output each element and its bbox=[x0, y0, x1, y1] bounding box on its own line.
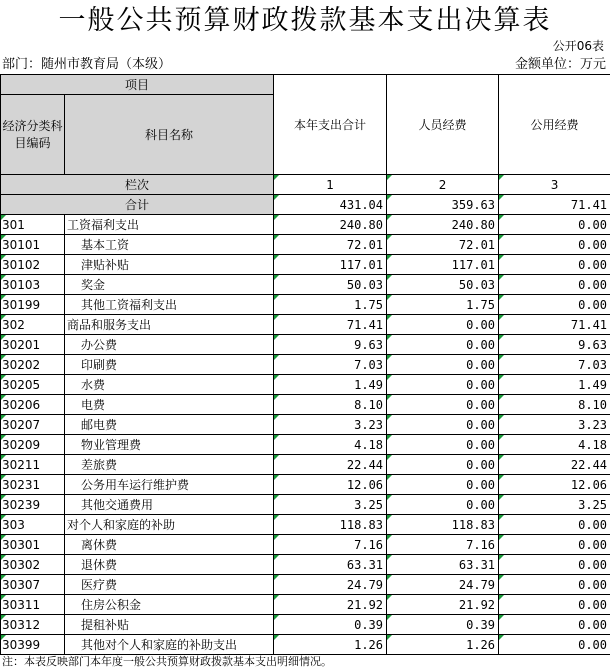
public-cell: 71.41 bbox=[499, 315, 610, 335]
total-cell: 21.92 bbox=[274, 595, 387, 615]
total-cell: 3.25 bbox=[274, 495, 387, 515]
expenditure-table bbox=[0, 74, 610, 655]
subject-name-cell: 电费 bbox=[65, 395, 274, 415]
personnel-cell: 1.75 bbox=[387, 295, 499, 315]
total-cell: 22.44 bbox=[274, 455, 387, 475]
total-cell: 71.41 bbox=[274, 315, 387, 335]
personnel-cell: 21.92 bbox=[387, 595, 499, 615]
table-row bbox=[1, 475, 610, 495]
econ-code-cell: 30199 bbox=[1, 295, 65, 315]
department-label: 部门：随州市教育局（本级） bbox=[2, 57, 172, 72]
econ-code-cell: 30211 bbox=[1, 455, 65, 475]
table-row bbox=[1, 295, 610, 315]
total-cell: 8.10 bbox=[274, 395, 387, 415]
personnel-cell: 24.79 bbox=[387, 575, 499, 595]
total-cell: 9.63 bbox=[274, 335, 387, 355]
econ-code-cell: 30102 bbox=[1, 255, 65, 275]
total-cell: 1.26 bbox=[274, 635, 387, 655]
total-cell: 24.79 bbox=[274, 575, 387, 595]
personnel-cell: 0.39 bbox=[387, 615, 499, 635]
personnel-cell: 0.00 bbox=[387, 455, 499, 475]
total-label: 合计 bbox=[1, 195, 274, 215]
header-public: 公用经费 bbox=[499, 75, 610, 175]
econ-code-cell: 30399 bbox=[1, 635, 65, 655]
public-cell: 0.00 bbox=[499, 595, 610, 615]
econ-code-cell: 30206 bbox=[1, 395, 65, 415]
subject-name-cell: 奖金 bbox=[65, 275, 274, 295]
public-cell: 0.00 bbox=[499, 535, 610, 555]
personnel-cell: 0.00 bbox=[387, 415, 499, 435]
subject-name-cell: 物业管理费 bbox=[65, 435, 274, 455]
subject-name-cell: 办公费 bbox=[65, 335, 274, 355]
subject-name-cell: 商品和服务支出 bbox=[65, 315, 274, 335]
subject-name-cell: 住房公积金 bbox=[65, 595, 274, 615]
table-row bbox=[1, 255, 610, 275]
table-row bbox=[1, 415, 610, 435]
subject-name-cell: 医疗费 bbox=[65, 575, 274, 595]
column-number-3: 3 bbox=[499, 175, 610, 195]
subject-name-cell: 其他工资福利支出 bbox=[65, 295, 274, 315]
public-cell: 0.00 bbox=[499, 235, 610, 255]
total-cell: 118.83 bbox=[274, 515, 387, 535]
table-row bbox=[1, 215, 610, 235]
total-amount: 431.04 bbox=[274, 195, 387, 215]
table-row bbox=[1, 515, 610, 535]
subject-name-cell: 印刷费 bbox=[65, 355, 274, 375]
amount-unit-label: 金额单位：万元 bbox=[514, 57, 606, 72]
subject-name-cell: 水费 bbox=[65, 375, 274, 395]
econ-code-cell: 301 bbox=[1, 215, 65, 235]
table-row bbox=[1, 315, 610, 335]
table-row bbox=[1, 335, 610, 355]
public-cell: 4.18 bbox=[499, 435, 610, 455]
personnel-cell: 0.00 bbox=[387, 475, 499, 495]
total-cell: 50.03 bbox=[274, 275, 387, 295]
report-title: 一般公共预算财政拨款基本支出决算表 bbox=[58, 5, 552, 36]
personnel-cell: 72.01 bbox=[387, 235, 499, 255]
econ-code-cell: 30301 bbox=[1, 535, 65, 555]
table-row bbox=[1, 235, 610, 255]
public-cell: 0.00 bbox=[499, 215, 610, 235]
public-cell: 0.00 bbox=[499, 255, 610, 275]
subject-name-cell: 邮电费 bbox=[65, 415, 274, 435]
public-cell: 3.23 bbox=[499, 415, 610, 435]
personnel-cell: 0.00 bbox=[387, 495, 499, 515]
table-row bbox=[1, 635, 610, 655]
personnel-cell: 0.00 bbox=[387, 335, 499, 355]
table-row bbox=[1, 535, 610, 555]
subject-name-cell: 离休费 bbox=[65, 535, 274, 555]
personnel-cell: 0.00 bbox=[387, 355, 499, 375]
form-number: 公开06表 bbox=[552, 39, 604, 53]
total-cell: 3.23 bbox=[274, 415, 387, 435]
table-row bbox=[1, 455, 610, 475]
econ-code-cell: 30307 bbox=[1, 575, 65, 595]
total-cell: 1.75 bbox=[274, 295, 387, 315]
table-row bbox=[1, 355, 610, 375]
public-cell: 12.06 bbox=[499, 475, 610, 495]
econ-code-cell: 30101 bbox=[1, 235, 65, 255]
econ-code-cell: 30302 bbox=[1, 555, 65, 575]
econ-code-cell: 30209 bbox=[1, 435, 65, 455]
public-cell: 8.10 bbox=[499, 395, 610, 415]
table-row bbox=[1, 615, 610, 635]
subject-name-cell: 提租补贴 bbox=[65, 615, 274, 635]
total-cell: 240.80 bbox=[274, 215, 387, 235]
public-cell: 0.00 bbox=[499, 575, 610, 595]
footnote: 注：本表反映部门本年度一般公共预算财政拨款基本支出明细情况。 bbox=[2, 655, 332, 668]
personnel-cell: 0.00 bbox=[387, 435, 499, 455]
table-row bbox=[1, 275, 610, 295]
header-column-index: 栏次 bbox=[1, 175, 274, 195]
total-public: 71.41 bbox=[499, 195, 610, 215]
subject-name-cell: 公务用车运行维护费 bbox=[65, 475, 274, 495]
econ-code-cell: 30103 bbox=[1, 275, 65, 295]
econ-code-cell: 30202 bbox=[1, 355, 65, 375]
subject-name-cell: 津贴补贴 bbox=[65, 255, 274, 275]
public-cell: 0.00 bbox=[499, 515, 610, 535]
total-row bbox=[1, 195, 610, 215]
personnel-cell: 118.83 bbox=[387, 515, 499, 535]
personnel-cell: 117.01 bbox=[387, 255, 499, 275]
subject-name-cell: 退休费 bbox=[65, 555, 274, 575]
econ-code-cell: 30311 bbox=[1, 595, 65, 615]
total-cell: 12.06 bbox=[274, 475, 387, 495]
public-cell: 0.00 bbox=[499, 275, 610, 295]
total-cell: 63.31 bbox=[274, 555, 387, 575]
public-cell: 0.00 bbox=[499, 615, 610, 635]
table-row bbox=[1, 555, 610, 575]
column-number-1: 1 bbox=[274, 175, 387, 195]
personnel-cell: 0.00 bbox=[387, 395, 499, 415]
public-cell: 22.44 bbox=[499, 455, 610, 475]
header-item: 项目 bbox=[1, 75, 274, 95]
header-total: 本年支出合计 bbox=[274, 75, 387, 175]
total-cell: 4.18 bbox=[274, 435, 387, 455]
table-row bbox=[1, 495, 610, 515]
public-cell: 7.03 bbox=[499, 355, 610, 375]
personnel-cell: 7.16 bbox=[387, 535, 499, 555]
table-row bbox=[1, 395, 610, 415]
econ-code-cell: 30231 bbox=[1, 475, 65, 495]
public-cell: 9.63 bbox=[499, 335, 610, 355]
table-row bbox=[1, 375, 610, 395]
econ-code-cell: 303 bbox=[1, 515, 65, 535]
public-cell: 0.00 bbox=[499, 635, 610, 655]
subject-name-cell: 其他对个人和家庭的补助支出 bbox=[65, 635, 274, 655]
econ-code-cell: 30312 bbox=[1, 615, 65, 635]
table-row bbox=[1, 575, 610, 595]
personnel-cell: 63.31 bbox=[387, 555, 499, 575]
total-personnel: 359.63 bbox=[387, 195, 499, 215]
header-econ-code: 经济分类科目编码 bbox=[1, 95, 65, 175]
personnel-cell: 0.00 bbox=[387, 375, 499, 395]
econ-code-cell: 30239 bbox=[1, 495, 65, 515]
econ-code-cell: 30207 bbox=[1, 415, 65, 435]
total-cell: 72.01 bbox=[274, 235, 387, 255]
table-row bbox=[1, 435, 610, 455]
personnel-cell: 240.80 bbox=[387, 215, 499, 235]
header-subject-name: 科目名称 bbox=[65, 95, 274, 175]
total-cell: 1.49 bbox=[274, 375, 387, 395]
personnel-cell: 0.00 bbox=[387, 315, 499, 335]
personnel-cell: 1.26 bbox=[387, 635, 499, 655]
total-cell: 117.01 bbox=[274, 255, 387, 275]
total-cell: 0.39 bbox=[274, 615, 387, 635]
public-cell: 1.49 bbox=[499, 375, 610, 395]
subject-name-cell: 对个人和家庭的补助 bbox=[65, 515, 274, 535]
total-cell: 7.03 bbox=[274, 355, 387, 375]
table-row bbox=[1, 595, 610, 615]
total-cell: 7.16 bbox=[274, 535, 387, 555]
subject-name-cell: 差旅费 bbox=[65, 455, 274, 475]
public-cell: 0.00 bbox=[499, 555, 610, 575]
header-personnel: 人员经费 bbox=[387, 75, 499, 175]
econ-code-cell: 302 bbox=[1, 315, 65, 335]
subject-name-cell: 其他交通费用 bbox=[65, 495, 274, 515]
column-number-2: 2 bbox=[387, 175, 499, 195]
subject-name-cell: 工资福利支出 bbox=[65, 215, 274, 235]
public-cell: 0.00 bbox=[499, 295, 610, 315]
subject-name-cell: 基本工资 bbox=[65, 235, 274, 255]
econ-code-cell: 30205 bbox=[1, 375, 65, 395]
econ-code-cell: 30201 bbox=[1, 335, 65, 355]
public-cell: 3.25 bbox=[499, 495, 610, 515]
personnel-cell: 50.03 bbox=[387, 275, 499, 295]
